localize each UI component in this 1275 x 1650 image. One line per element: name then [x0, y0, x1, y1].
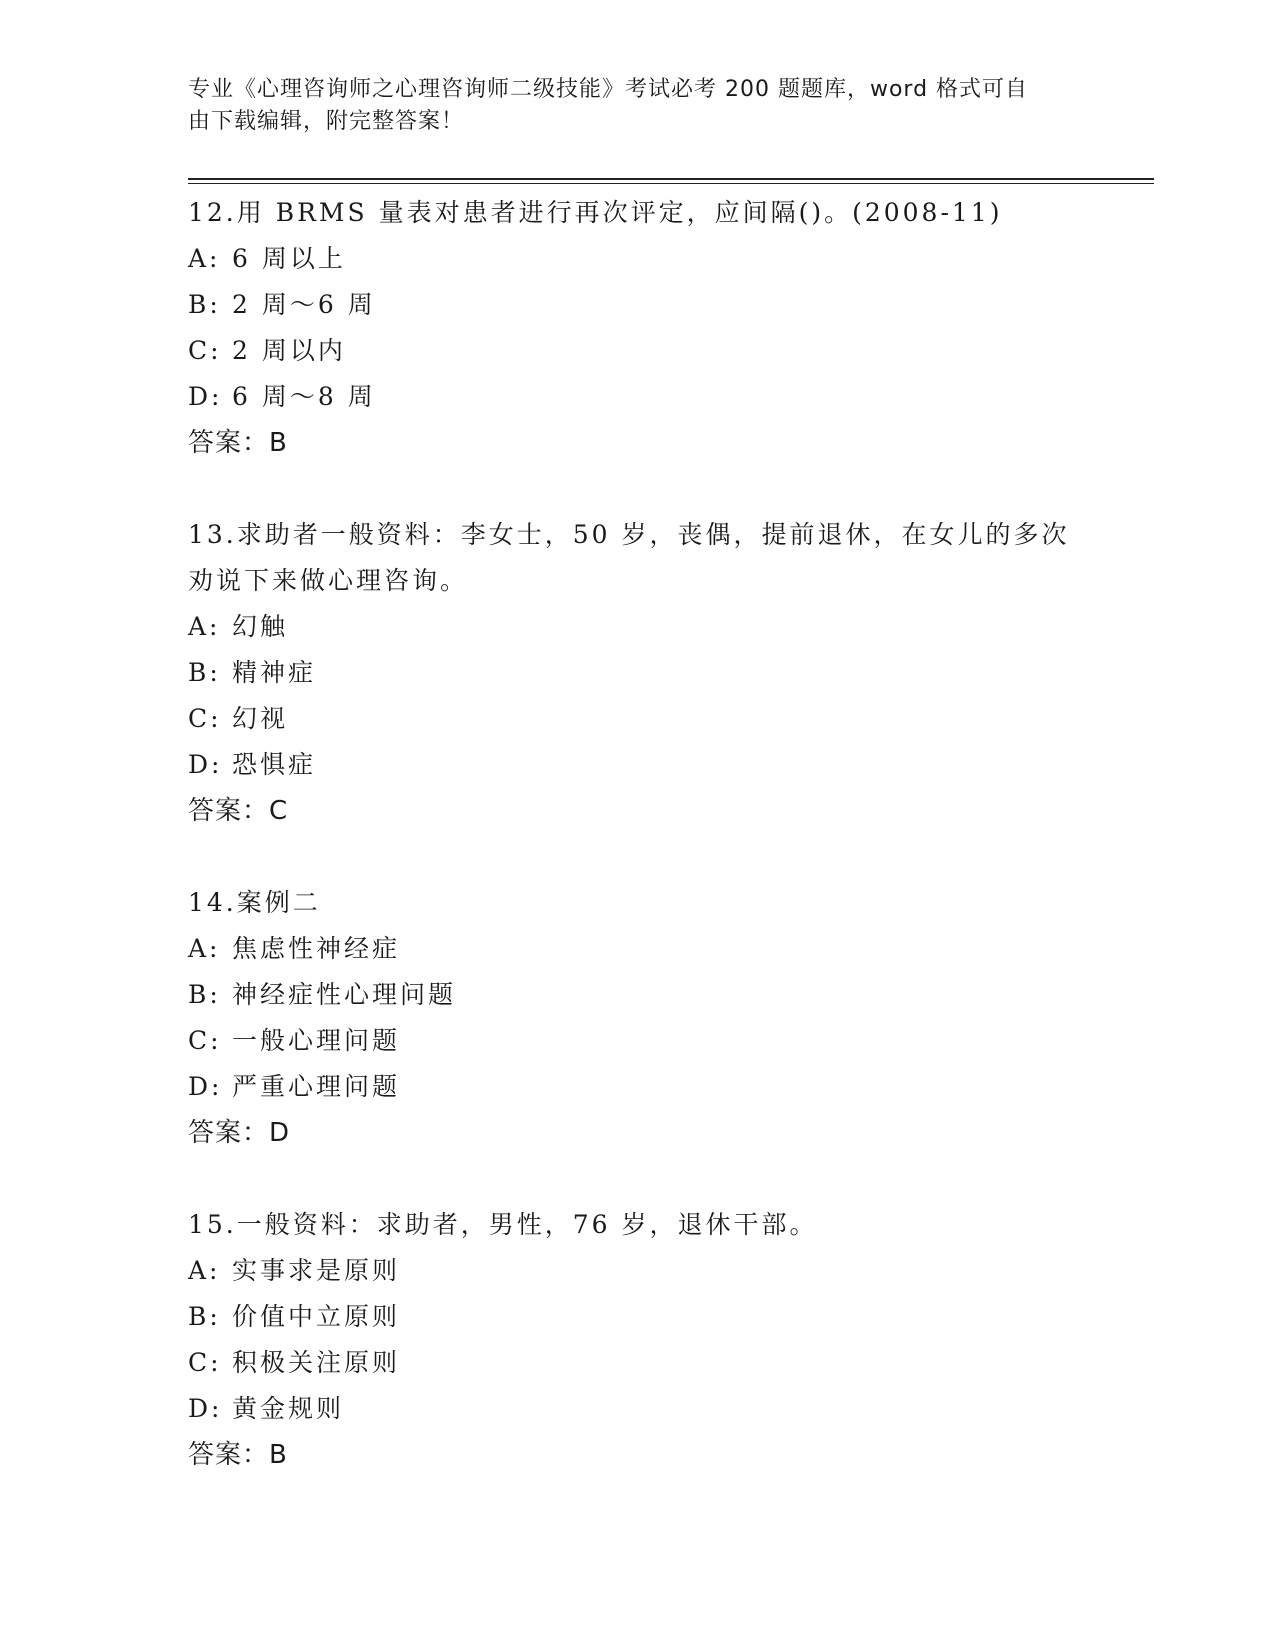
option-text: 一般心理问题: [232, 1026, 401, 1055]
option-key: A:: [188, 612, 221, 641]
answer-label: 答案：D: [188, 1118, 291, 1148]
option-key: B:: [188, 1302, 221, 1331]
option-b: [188, 972, 1148, 1018]
option-text: 焦虑性神经症: [232, 934, 401, 963]
option-text: 6 周～8 周: [232, 382, 376, 411]
option-key: C:: [188, 336, 222, 365]
question-15: [188, 1202, 1148, 1478]
option-a: [188, 926, 1148, 972]
option-key: D:: [188, 750, 223, 779]
question-stem: 12.用 BRMS 量表对患者进行再次评定，应间隔()。(2008-11): [188, 198, 1003, 227]
option-b: [188, 650, 1148, 696]
question-stem-continued: 劝说下来做心理咨询。: [188, 566, 469, 595]
option-text: 积极关注原则: [232, 1348, 401, 1377]
option-d: [188, 1064, 1148, 1110]
option-key: A:: [188, 1256, 221, 1285]
option-key: B:: [188, 980, 221, 1009]
option-key: B:: [188, 290, 221, 319]
option-d: [188, 374, 1148, 420]
question-14: [188, 880, 1148, 1156]
option-key: A:: [188, 244, 221, 273]
option-b: [188, 282, 1148, 328]
option-key: A:: [188, 934, 221, 963]
option-c: [188, 328, 1148, 374]
option-text: 恐惧症: [232, 750, 317, 779]
header-line-2: 由下载编辑，附完整答案！: [188, 109, 465, 134]
option-key: B:: [188, 658, 221, 687]
document-header: [188, 74, 1068, 138]
option-text: 2 周以内: [232, 336, 346, 365]
option-key: D:: [188, 382, 223, 411]
question-12: [188, 190, 1148, 466]
answer-label: 答案：B: [188, 428, 288, 458]
option-a: [188, 236, 1148, 282]
option-key: C:: [188, 704, 222, 733]
question-13: [188, 512, 1148, 834]
option-text: 幻触: [232, 612, 289, 641]
option-key: D:: [188, 1072, 223, 1101]
option-text: 价值中立原则: [232, 1302, 401, 1331]
option-key: C:: [188, 1026, 222, 1055]
option-a: [188, 604, 1148, 650]
option-d: [188, 742, 1148, 788]
option-text: 实事求是原则: [232, 1256, 401, 1285]
option-text: 神经症性心理问题: [232, 980, 457, 1009]
option-c: [188, 696, 1148, 742]
answer-label: 答案：C: [188, 796, 289, 826]
option-text: 2 周～6 周: [232, 290, 376, 319]
option-key: C:: [188, 1348, 222, 1377]
question-stem: 14.案例二: [188, 888, 321, 917]
answer-label: 答案：B: [188, 1440, 288, 1470]
option-text: 6 周以上: [232, 244, 346, 273]
header-divider-thin: [188, 183, 1154, 184]
option-c: [188, 1340, 1148, 1386]
question-list: [188, 190, 1148, 1524]
option-text: 黄金规则: [232, 1394, 345, 1423]
header-divider-thick: [188, 178, 1154, 180]
option-text: 幻视: [232, 704, 289, 733]
option-b: [188, 1294, 1148, 1340]
option-key: D:: [188, 1394, 223, 1423]
question-stem: 13.求助者一般资料：李女士，50 岁，丧偶，提前退休，在女儿的多次: [188, 520, 1070, 549]
option-d: [188, 1386, 1148, 1432]
option-a: [188, 1248, 1148, 1294]
header-line-1: 专业《心理咨询师之心理咨询师二级技能》考试必考 200 题题库，word 格式可自: [188, 77, 1029, 102]
option-text: 精神症: [232, 658, 317, 687]
option-c: [188, 1018, 1148, 1064]
option-text: 严重心理问题: [232, 1072, 401, 1101]
question-stem: 15.一般资料：求助者，男性，76 岁，退休干部。: [188, 1210, 818, 1239]
